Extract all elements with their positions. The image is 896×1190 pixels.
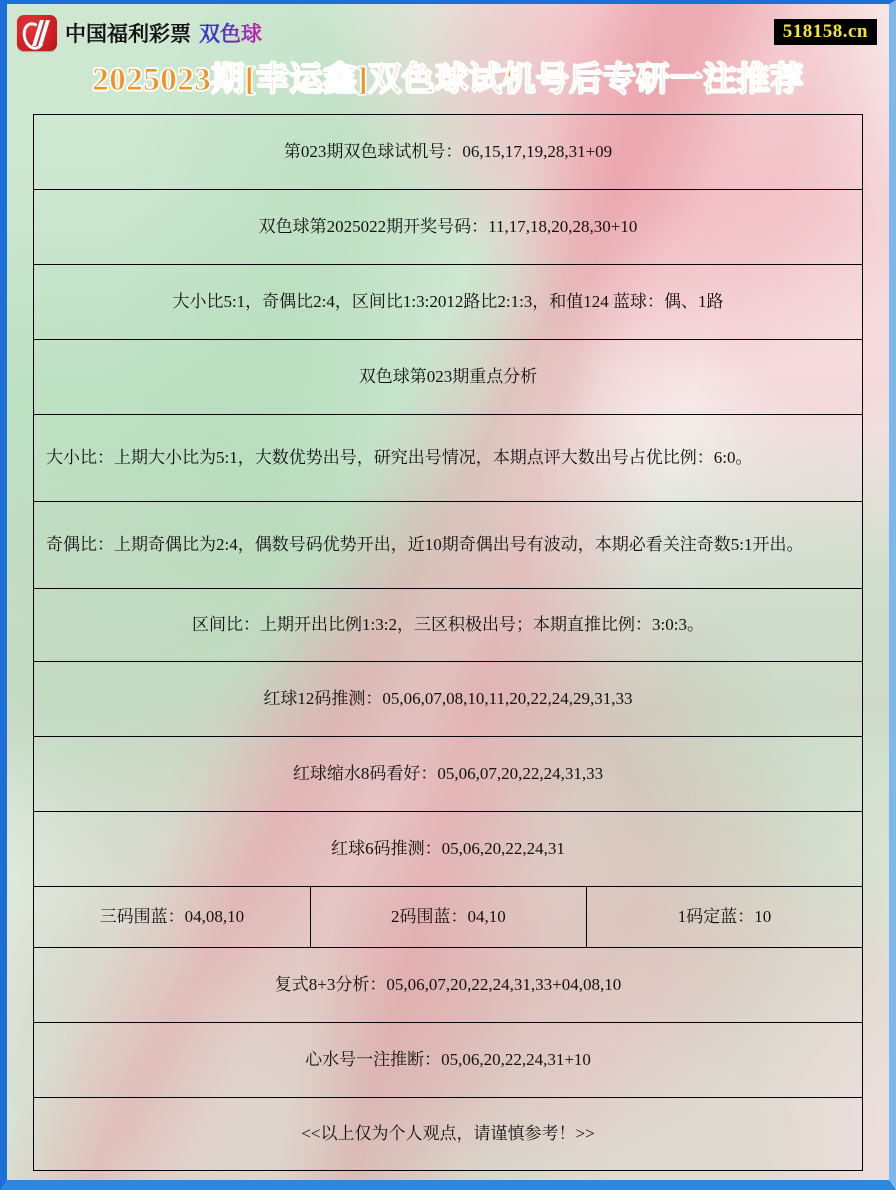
blue-3-cell: 三码围蓝：04,08,10 <box>34 887 311 948</box>
analysis-heading-row: 双色球第023期重点分析 <box>34 340 863 415</box>
logo-text-main: 中国福利彩票 <box>65 22 191 46</box>
test-number-row: 第023期双色球试机号：06,15,17,19,28,31+09 <box>34 115 863 190</box>
site-logo[interactable] <box>17 15 262 51</box>
china-welfare-lottery-emblem-icon <box>17 15 57 51</box>
forecast-table-container <box>33 114 863 1171</box>
page-title: 2025023期[幸运鑫]双色球试机号后专研一注推荐 <box>92 62 804 98</box>
table-row <box>34 415 863 502</box>
table-row <box>34 887 863 948</box>
disclaimer-row: <<以上仅为个人观点，请谨慎参考！>> <box>34 1098 863 1171</box>
table-row <box>34 948 863 1023</box>
odd-even-analysis-row: 奇偶比：上期奇偶比为2:4，偶数号码优势开出，近10期奇偶出号有波动，本期必看关注奇数5:1开出。 <box>34 502 863 589</box>
logo-text-accent: 双色球 <box>199 18 262 48</box>
table-row <box>34 190 863 265</box>
table-row <box>34 115 863 190</box>
size-ratio-analysis-row: 大小比：上期大小比为5:1，大数优势出号，研究出号情况，本期点评大数出号占优比例：6:0。 <box>34 415 863 502</box>
table-row <box>34 502 863 589</box>
table-row <box>34 812 863 887</box>
table-row <box>34 589 863 662</box>
zone-ratio-analysis-row: 区间比：上期开出比例1:3:2，三区积极出号；本期直推比例：3:0:3。 <box>34 589 863 662</box>
red-12-row: 红球12码推测：05,06,07,08,10,11,20,22,24,29,31,33 <box>34 662 863 737</box>
compound-8-3-row: 复式8+3分析：05,06,07,20,22,24,31,33+04,08,10 <box>34 948 863 1023</box>
draw-number-row: 双色球第2025022期开奖号码：11,17,18,20,28,30+10 <box>34 190 863 265</box>
table-row <box>34 737 863 812</box>
table-row <box>34 1023 863 1098</box>
site-header <box>7 4 889 60</box>
red-6-row: 红球6码推测：05,06,20,22,24,31 <box>34 812 863 887</box>
red-8-row: 红球缩水8码看好：05,06,07,20,22,24,31,33 <box>34 737 863 812</box>
table-row <box>34 340 863 415</box>
blue-1-cell: 1码定蓝：10 <box>586 887 862 948</box>
ratio-summary-row: 大小比5:1，奇偶比2:4，区间比1:3:2012路比2:1:3，和值124 蓝球：偶、1路 <box>34 265 863 340</box>
blue-2-cell: 2码围蓝：04,10 <box>310 887 586 948</box>
table-row <box>34 662 863 737</box>
site-url-badge: 518158.cn <box>774 19 877 45</box>
forecast-table <box>33 114 863 1171</box>
table-row <box>34 1098 863 1171</box>
single-pick-row: 心水号一注推断：05,06,20,22,24,31+10 <box>34 1023 863 1098</box>
table-row <box>34 265 863 340</box>
